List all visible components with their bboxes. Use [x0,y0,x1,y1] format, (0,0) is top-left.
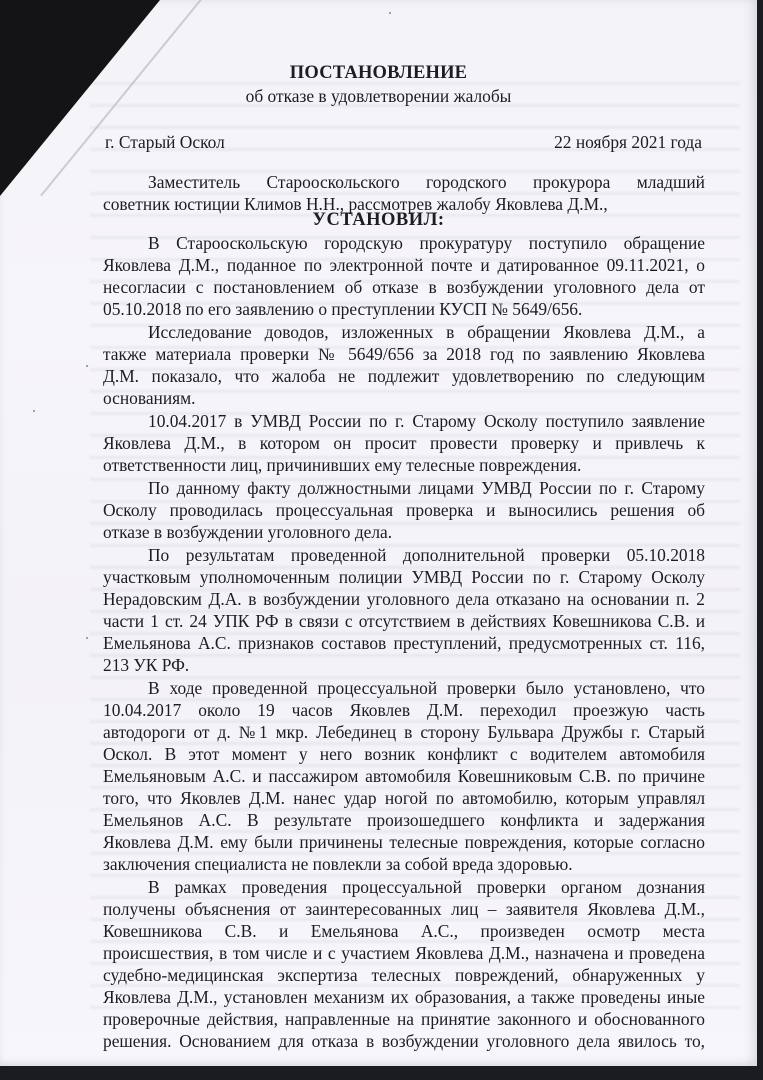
paragraph-line: заключения специалиста не повлекли за собой вреда здоровью. [103,854,573,874]
paragraph-line: Яковлева Д.М., установлен механизм их образования, а также проведены иные [103,987,705,1007]
paragraph-line: решения. Основанием для отказа в возбуждении уголовного дела явилось то, [103,1031,705,1051]
paragraph-line: автодороги от д. №1 мкр. Лебединец в сторону Бульвара Дружбы г. Старый [103,722,705,742]
paragraph-line: отказе в возбуждении уголовного дела. [103,522,393,542]
paragraph-line: судебно-медицинская экспертиза телесных повреждений, обнаруженных у [103,965,705,985]
paragraph-line: проверочные действия, направленные на принятие законного и обоснованного [103,1009,705,1029]
paragraph-line: 05.10.2018 по его заявлению о преступлении КУСП № 5649/656. [103,299,583,319]
paragraph-line: основаниям. [103,388,196,408]
paragraph-line: получены объяснения от заинтересованных лиц – заявителя Яковлева Д.М., [103,899,705,919]
paragraph-line: того, что Яковлев Д.М. нанес удар ногой по автомобилю, которым управлял [103,788,705,808]
paragraph-line: несогласии с постановлением об отказе в возбуждении уголовного дела от [103,277,705,297]
section-heading: УСТАНОВИЛ: [312,210,445,230]
paragraph-line: Исследование доводов, изложенных в обращении Яковлева Д.М., а [148,322,705,342]
paragraph-line: также материала проверки № 5649/656 за 2018 год по заявлению Яковлева [103,344,705,364]
document-title: ПОСТАНОВЛЕНИЕ [289,63,468,83]
paragraph-line: происшествия, в том числе и с участием Яковлева Д.М., назначена и проведена [103,943,705,963]
intro-line: советник юстиции Климов Н.Н., рассмотрев жалобу Яковлева Д.М., [103,194,608,214]
paragraph-line: 10.04.2017 в УМВД России по г. Старому Осколу поступило заявление [148,411,705,431]
paragraph-line: В рамках проведения процессуальной проверки органом дознания [148,877,705,897]
paragraph-line: Яковлева Д.М. ему были причинены телесные повреждения, которые согласно [103,832,705,852]
intro-line: Заместитель Старооскольского городского прокурора младший [148,172,705,192]
paragraph-line: части 1 ст. 24 УПК РФ в связи с отсутствием в действиях Ковешникова С.В. и [103,611,705,631]
paragraph-line: Оскол. В этот момент у него возник конфликт с водителем автомобиля [103,744,705,764]
document-subtitle: об отказе в удовлетворении жалобы [245,86,512,106]
paragraph-line: 213 УК РФ. [103,655,190,675]
paragraph-line: В Старооскольскую городскую прокуратуру поступило обращение [148,233,705,253]
paragraph-line: участковым уполномоченным полиции УМВД России по г. Старому Осколу [103,567,705,587]
paragraph-line: По данному факту должностными лицами УМВД России по г. Старому [148,478,705,498]
document-date: 22 ноября 2021 года [554,132,702,152]
paragraph-line: Яковлева Д.М., поданное по электронной почте и датированное 09.11.2021, о [103,255,705,275]
paragraph-line: Емельяновым А.С. и пассажиром автомобиля Ковешниковым С.В. по причине [103,766,705,786]
paragraph-line: Нерадовским Д.А. в возбуждении уголовного дела отказано на основании п. 2 [103,589,705,609]
paragraph-line: Яковлева Д.М., в котором он просит провести проверку и привлечь к [103,433,705,453]
paragraph-line: В ходе проведенной процессуальной проверки было установлено, что [148,678,705,698]
paragraph-line: Емельянова А.С. признаков составов преступлений, предусмотренных ст. 116, [103,633,705,653]
paragraph-line: Емельянов А.С. В результате произошедшего конфликта и задержания [103,810,705,830]
document-city: г. Старый Оскол [105,132,225,152]
paragraph-line: Осколу проводилась процессуальная проверка и выносились решения об [103,500,705,520]
paragraph-line: ответственности лиц, причинивших ему телесные повреждения. [103,455,582,475]
paragraph-line: Ковешникова С.В. и Емельянова А.С., произведен осмотр места [103,921,705,941]
paragraph-line: По результатам проведенной дополнительной проверки 05.10.2018 [148,545,705,565]
paragraph-line: 10.04.2017 около 19 часов Яковлев Д.М. переходил проезжую часть [103,700,705,720]
paragraph-line: Д.М. показало, что жалоба не подлежит удовлетворению по следующим [103,366,705,386]
